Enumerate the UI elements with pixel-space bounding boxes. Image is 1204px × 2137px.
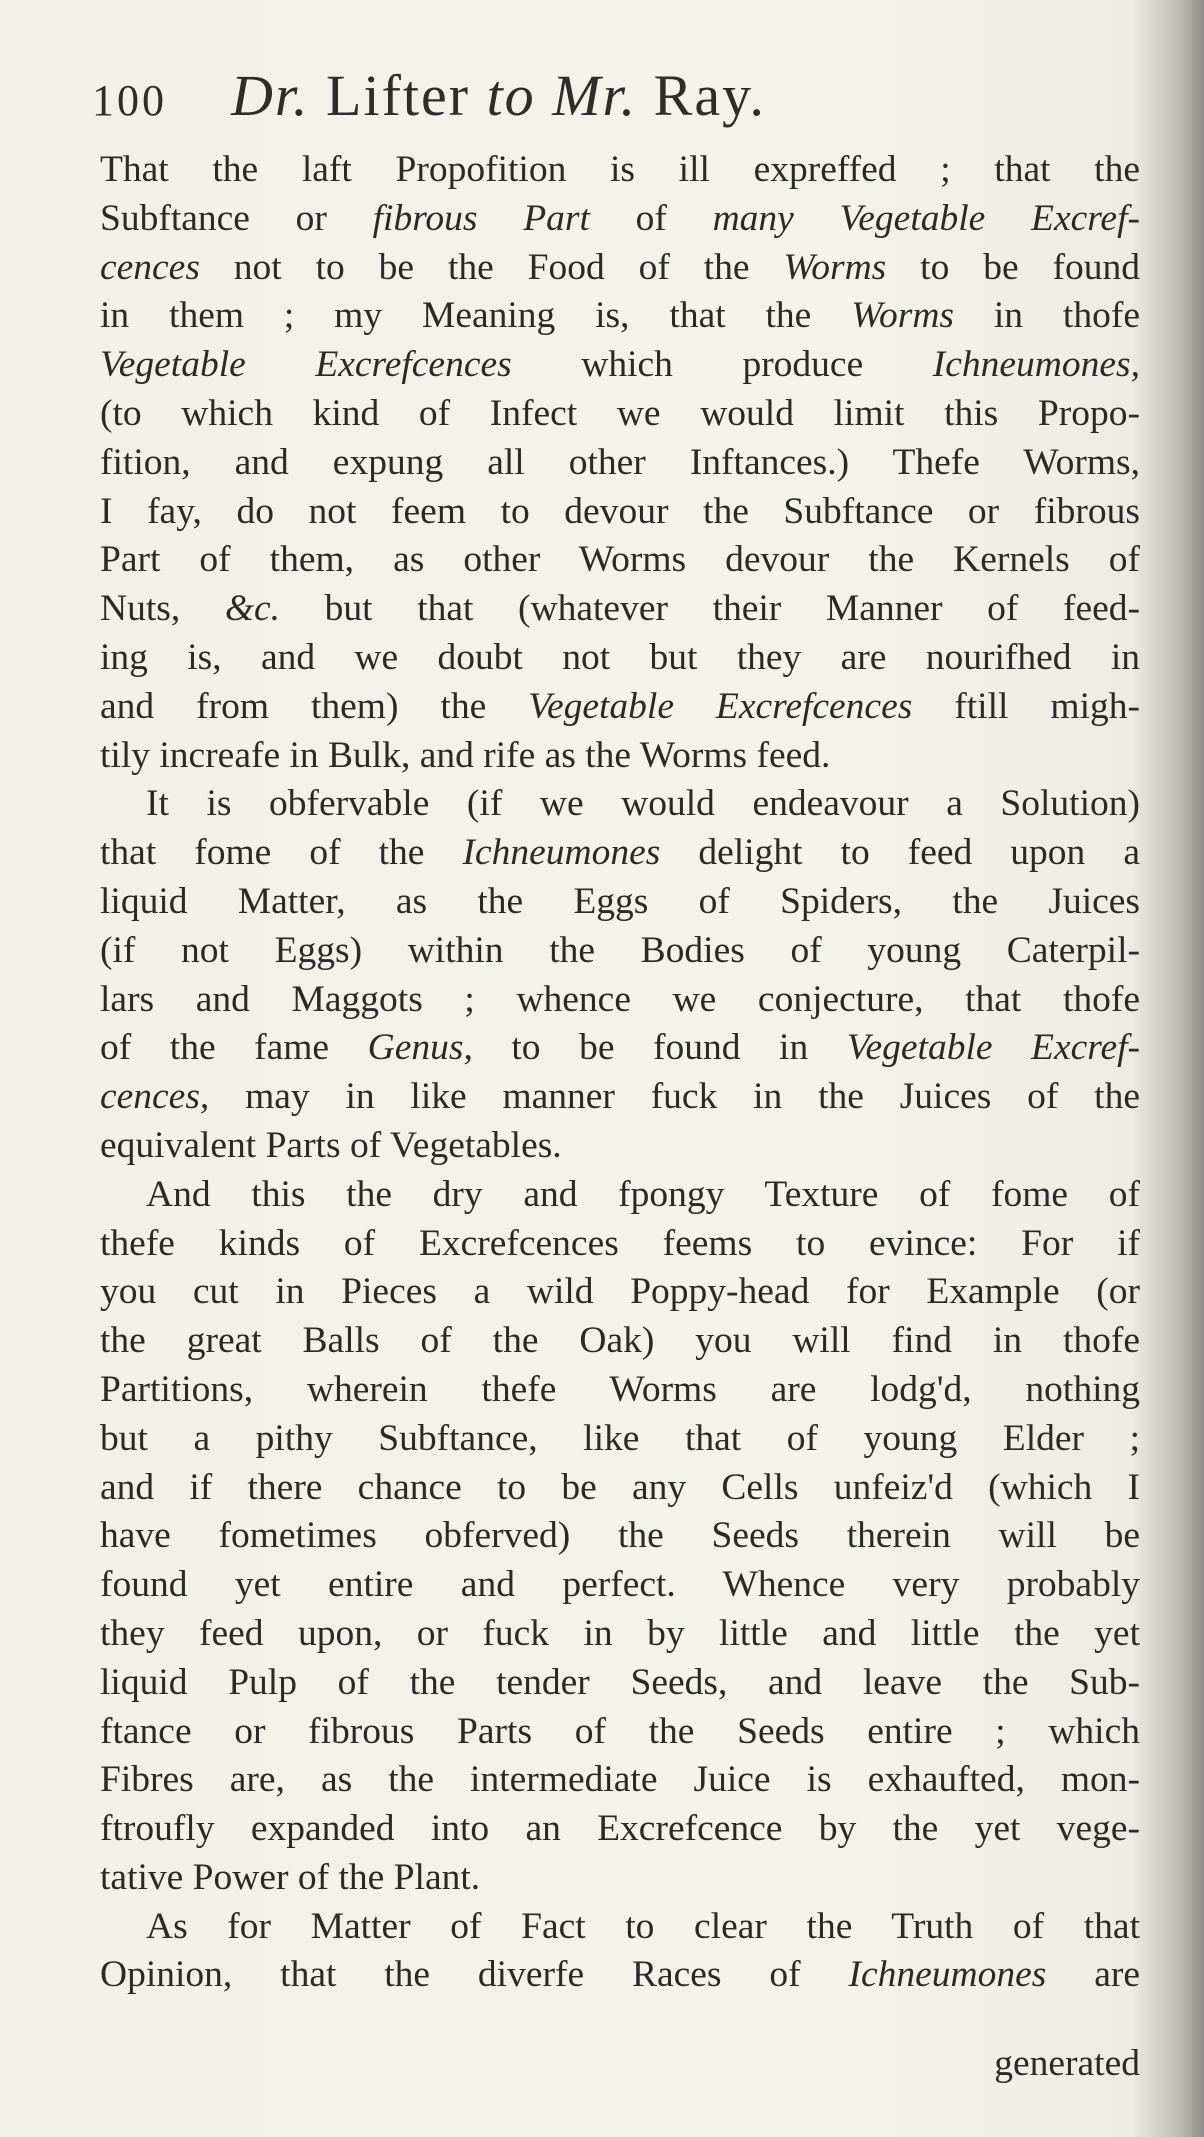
text-segment: Partitions, wherein thefe Worms are lodg'd, nothing — [100, 1368, 1140, 1410]
text-segment: tative Power of the Plant. — [100, 1856, 481, 1898]
text-segment: delight to feed upon a — [660, 832, 1140, 874]
text-segment: in thofe — [954, 295, 1140, 337]
text-line — [100, 1854, 1140, 1903]
text-segment: liquid Pulp of the tender Seeds, and leave the Sub- — [100, 1661, 1140, 1703]
text-line — [100, 1317, 1140, 1366]
text-line — [100, 732, 1140, 781]
text-line — [100, 1610, 1140, 1659]
text-segment: in them ; my Meaning is, that the — [100, 295, 852, 337]
text-line — [100, 1366, 1140, 1415]
text-line — [100, 1805, 1140, 1854]
text-line — [100, 341, 1140, 390]
text-line — [100, 195, 1140, 244]
text-line — [100, 1171, 1140, 1220]
text-segment: have fometimes obferved) the Seeds therein will be — [100, 1515, 1140, 1557]
text-segment: the great Balls of the Oak) you will find in thofe — [100, 1320, 1140, 1362]
running-head-part: Mr. — [535, 63, 638, 128]
text-line — [100, 683, 1140, 732]
page-header — [92, 62, 1142, 142]
running-head-part: to — [486, 63, 536, 128]
text-segment: many Vegetable Excref- — [712, 197, 1140, 239]
text-line — [100, 585, 1140, 634]
running-head-part: Dr. — [231, 63, 310, 128]
text-segment: may in like manner fuck in the Juices of the — [209, 1076, 1140, 1118]
text-segment: It is obfervable (if we would endeavour a Solution) — [146, 783, 1140, 825]
text-segment: Opinion, that the diverfe Races of — [100, 1954, 849, 1996]
text-segment: which produce — [511, 344, 933, 386]
text-segment: ftroufly expanded into an Excrefcence by the yet vege- — [100, 1808, 1140, 1850]
text-segment: Vegetable Excrefcences — [100, 344, 512, 386]
text-segment: but a pithy Subftance, like that of young Elder ; — [100, 1417, 1140, 1459]
text-segment: found yet entire and perfect. Whence very probably — [100, 1564, 1140, 1606]
text-segment: fibrous Part — [372, 197, 590, 239]
text-segment: Worms — [783, 246, 887, 288]
text-segment: of the fame — [100, 1027, 368, 1069]
text-line — [100, 1122, 1140, 1171]
text-line — [100, 1903, 1140, 1952]
text-segment: Fibres are, as the intermediate Juice is exhaufted, mon- — [100, 1759, 1140, 1801]
text-line — [100, 1073, 1140, 1122]
text-segment: tily increafe in Bulk, and rife as the Worms feed. — [100, 734, 831, 776]
page-number: 100 — [92, 76, 167, 125]
text-line — [100, 927, 1140, 976]
text-segment: Ichneumones — [462, 832, 661, 874]
text-line — [100, 976, 1140, 1025]
text-line — [100, 878, 1140, 927]
text-segment: that fome of the — [100, 832, 463, 874]
text-segment: to be found — [886, 246, 1140, 288]
text-segment: liquid Matter, as the Eggs of Spiders, the Juices — [100, 880, 1140, 922]
text-segment: equivalent Parts of Vegetables. — [100, 1124, 562, 1166]
text-segment: As for Matter of Fact to clear the Truth of that — [146, 1905, 1140, 1947]
text-line — [100, 1708, 1140, 1757]
text-segment: cences, — [100, 1076, 210, 1118]
text-segment: to be found in — [472, 1027, 847, 1069]
text-segment: Vegetable Excref- — [846, 1027, 1141, 1069]
text-segment: ftance or fibrous Parts of the Seeds entire ; which — [100, 1710, 1140, 1752]
text-segment: of — [589, 197, 713, 239]
text-segment: That the laft Propofition is ill expreffed ; that the — [100, 149, 1140, 190]
text-segment: &c. — [224, 588, 281, 630]
text-segment: I fay, do not feem to devour the Subftance or fibrous — [100, 490, 1140, 532]
text-line — [100, 488, 1140, 537]
text-segment: fition, and expung all other Inftances.) Thefe Worms, — [100, 441, 1140, 483]
text-line — [100, 1659, 1140, 1708]
body-text — [100, 146, 1140, 2000]
text-line — [100, 390, 1140, 439]
text-segment: Subftance or — [100, 197, 373, 239]
text-line — [100, 1464, 1140, 1513]
text-line — [100, 634, 1140, 683]
text-line — [100, 439, 1140, 488]
text-segment: cences — [100, 246, 200, 288]
text-segment: Genus, — [367, 1027, 473, 1069]
text-segment: and from them) the — [100, 685, 529, 727]
text-segment: are — [1046, 1954, 1140, 1996]
running-head-part: Ray. — [637, 63, 766, 128]
text-segment: thefe kinds of Excrefcences feems to evince: For if — [100, 1222, 1140, 1264]
text-line — [100, 1220, 1140, 1269]
text-segment: (if not Eggs) within the Bodies of young Caterpil- — [100, 929, 1140, 971]
text-segment: ing is, and we doubt not but they are nourifhed in — [100, 636, 1140, 678]
text-line — [100, 1951, 1140, 2000]
text-segment: ftill migh- — [912, 685, 1140, 727]
text-segment: Vegetable Excrefcences — [528, 685, 913, 727]
text-segment: Ichneumones, — [932, 344, 1140, 386]
text-line — [100, 1561, 1140, 1610]
text-line — [100, 244, 1140, 293]
text-line — [100, 829, 1140, 878]
text-segment: you cut in Pieces a wild Poppy-head for Example (or — [100, 1271, 1140, 1313]
running-head-part: Lifter — [309, 63, 487, 128]
text-line — [100, 1512, 1140, 1561]
text-segment: Ichneumones — [848, 1954, 1047, 1996]
text-line — [100, 1024, 1140, 1073]
text-segment: Part of them, as other Worms devour the Kernels of — [100, 539, 1140, 581]
text-segment: Nuts, — [100, 588, 225, 630]
text-line — [100, 780, 1140, 829]
text-line — [100, 1756, 1140, 1805]
text-segment: Worms — [851, 295, 955, 337]
text-segment: but that (whatever their Manner of feed- — [280, 588, 1141, 630]
text-line — [100, 536, 1140, 585]
text-line — [100, 146, 1140, 195]
text-segment: and if there chance to be any Cells unfeiz'd (which I — [100, 1466, 1140, 1508]
text-segment: not to be the Food of the — [199, 246, 784, 288]
text-line — [100, 1268, 1140, 1317]
text-segment: lars and Maggots ; whence we conjecture, that thofe — [100, 978, 1140, 1020]
running-head — [231, 62, 766, 129]
text-line — [100, 1415, 1140, 1464]
text-line — [100, 292, 1140, 341]
text-segment: (to which kind of Infect we would limit this Propo- — [100, 392, 1140, 434]
catchword: generated — [994, 2043, 1140, 2084]
text-segment: And this the dry and fpongy Texture of fome of — [146, 1173, 1140, 1215]
text-segment: they feed upon, or fuck in by little and little the yet — [100, 1612, 1140, 1654]
